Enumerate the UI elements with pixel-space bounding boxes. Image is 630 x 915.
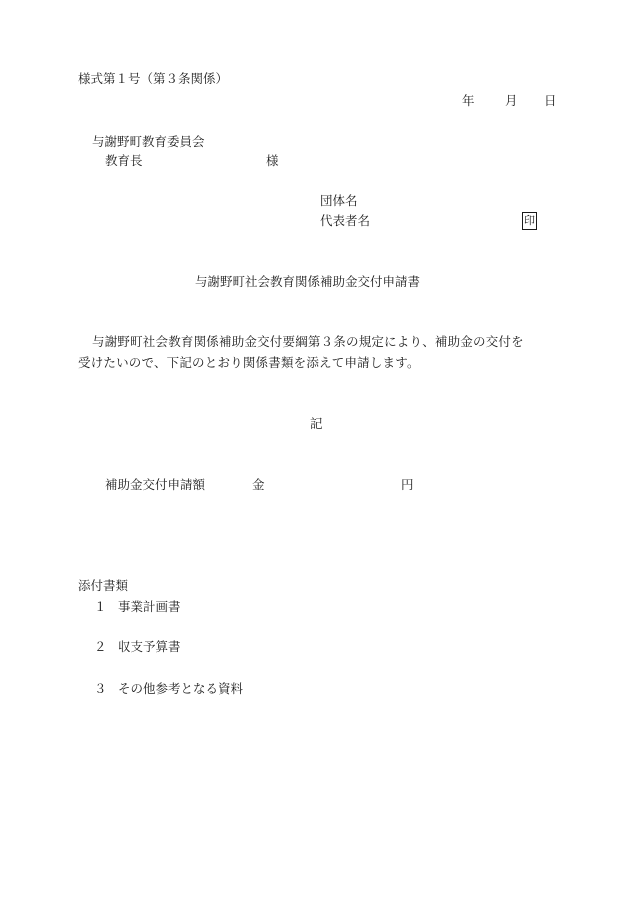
- representative-name-label: 代表者名: [320, 213, 371, 228]
- document-title: 与謝野町社会教育関係補助金交付申請書: [195, 274, 421, 289]
- date-year-label: 年: [462, 93, 475, 108]
- amount-prefix: 金: [252, 477, 265, 492]
- addressee-org: 与謝野町教育委員会: [92, 134, 205, 149]
- attachment-item: 事業計画書: [118, 599, 181, 614]
- amount-label: 補助金交付申請額: [105, 477, 206, 492]
- form-number: 様式第１号（第３条関係）: [78, 71, 229, 86]
- group-name-label: 団体名: [320, 193, 358, 208]
- attachment-number: ２: [94, 639, 107, 654]
- date-month-label: 月: [505, 93, 518, 108]
- attachments-heading: 添付書類: [78, 578, 129, 593]
- date-day-label: 日: [544, 93, 557, 108]
- ki-heading: 記: [310, 416, 323, 431]
- attachment-number: ３: [94, 681, 107, 696]
- addressee-title: 教育長: [105, 153, 143, 168]
- addressee-honorific: 様: [266, 153, 279, 168]
- body-text-line-1: 与謝野町社会教育関係補助金交付要綱第３条の規定により、補助金の交付を: [92, 334, 524, 349]
- amount-suffix: 円: [401, 477, 414, 492]
- attachment-item: その他参考となる資料: [118, 681, 244, 696]
- attachment-number: １: [94, 599, 107, 614]
- attachment-item: 収支予算書: [118, 639, 181, 654]
- body-text-line-2: 受けたいので、下記のとおり関係書類を添えて申請します。: [78, 355, 420, 370]
- seal-mark: 印: [522, 212, 537, 230]
